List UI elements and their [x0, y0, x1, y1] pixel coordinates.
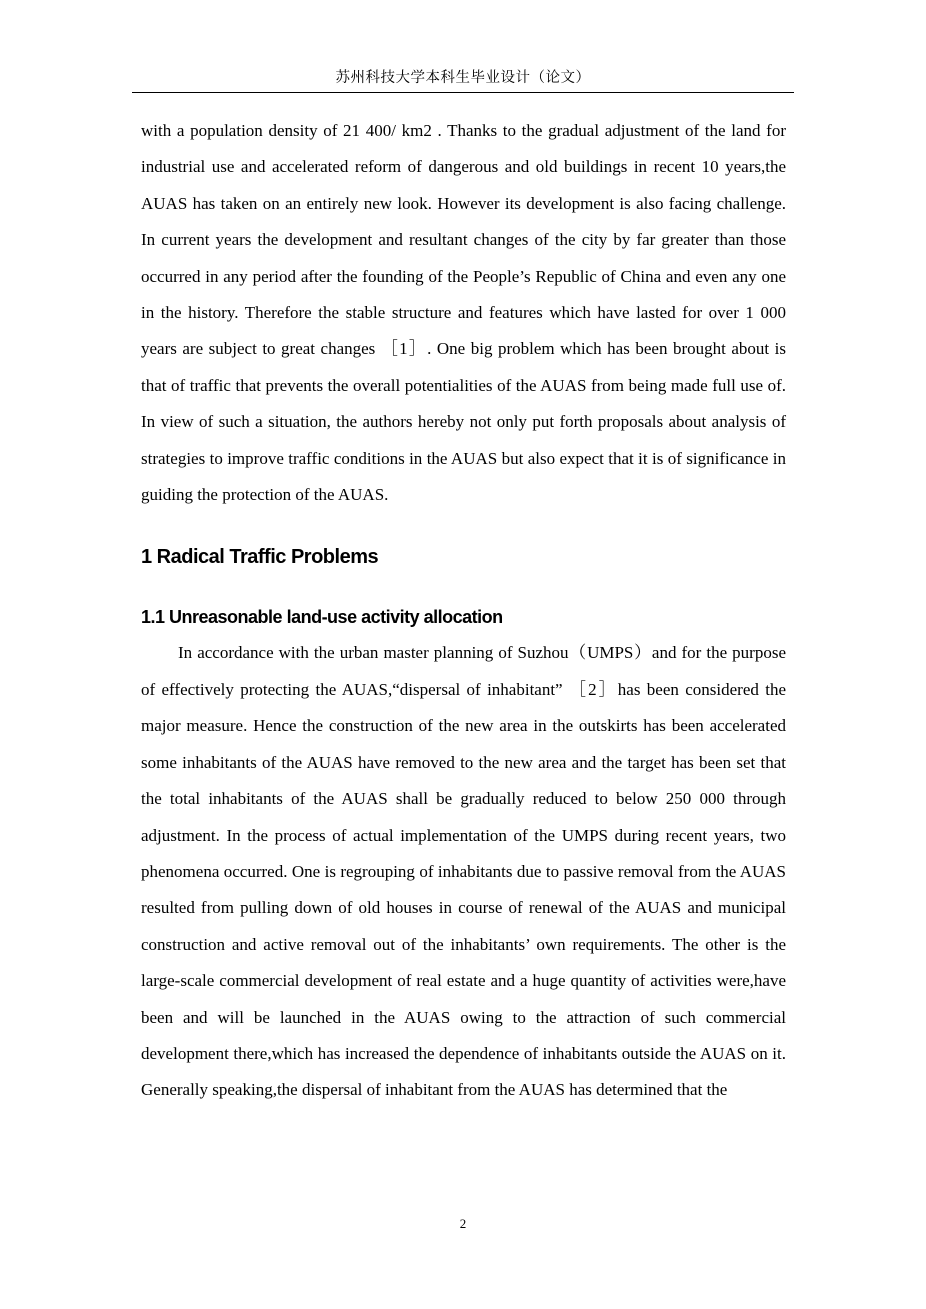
subsection-heading: 1.1 Unreasonable land-use activity allocation — [141, 607, 503, 628]
page-number: 2 — [459, 1216, 467, 1231]
section-heading: 1 Radical Traffic Problems — [141, 546, 379, 569]
page-header: 苏州科技大学本科生毕业设计（论文） — [132, 64, 794, 93]
section-paragraph: In accordance with the urban master planning of Suzhou（UMPS）and for the purpose of effectively protecting the AUAS,“dispersal of inhabitant” ［2］has been considered the major measure. Hence the construction of the new area in the outskirts has been accelerated some inhabitants of the AUAS have removed to the new area and the target has been set that the total inhabitants of the AUAS shall be gradually reduced to below 250 000 through adjustment. In the process of actual implementation of the UMPS during recent years, two phenomena occurred. One is regrouping of inhabitants due to passive removal from the AUAS resulted from pulling down of old houses in course of renewal of the AUAS and municipal construction and active removal out of the inhabitants’ own requirements. The other is the large-scale commercial development of real estate and a huge quantity of activities were,have been and will be launched in the AUAS owing to the attraction of such commercial development there,which has increased the dependence of inhabitants outside the AUAS on it. Generally speaking,the dispersal of inhabitant from the AUAS has determined that the — [141, 643, 786, 1100]
intro-paragraph: with a population density of 21 400/ km2 . Thanks to the gradual adjustment of the land for industrial use and accelerated reform of dangerous and old buildings in recent 10 years,the AUAS has taken on an entirely new look. However its development is also facing challenge. In current years the development and resultant changes of the city by far greater than those occurred in any period after the founding of the People’s Republic of China and even any one in the history. Therefore the stable structure and features which have lasted for over 1 000 years are subject to great changes ［1］. One big problem which has been brought about is that of traffic that prevents the overall potentialities of the AUAS from being made full use of. In view of such a situation, the authors hereby not only put forth proposals about analysis of strategies to improve traffic conditions in the AUAS but also expect that it is of significance in guiding the protection of the AUAS. — [141, 121, 786, 505]
page-content — [141, 113, 786, 1109]
